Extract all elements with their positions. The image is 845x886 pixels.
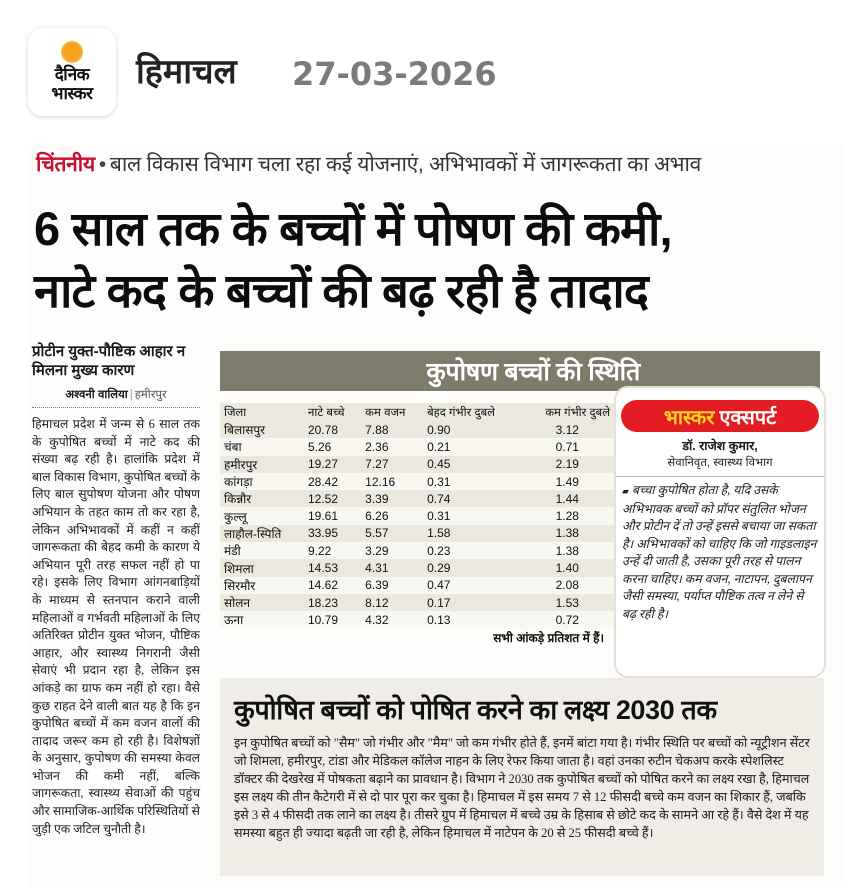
cell-moderate-wasting: 1.53 — [520, 594, 614, 611]
expert-name: डॉ. राजेश कुमार, — [682, 439, 758, 453]
column-header-district: जिला — [220, 403, 304, 421]
cell-underweight: 3.39 — [361, 490, 423, 507]
cell-stunted: 9.22 — [304, 542, 361, 559]
edition-name: हिमाचल — [136, 52, 237, 92]
expert-badge-label: एक्सपर्ट — [719, 406, 777, 429]
cell-district: ऊना — [220, 611, 304, 628]
cell-moderate-wasting: 1.38 — [520, 525, 614, 542]
cell-stunted: 14.62 — [304, 577, 361, 594]
kicker-text: बाल विकास विभाग चला रहा कई योजनाएं, अभिभावकों में जागरूकता का अभाव — [109, 153, 702, 176]
cell-severe-wasting: 0.13 — [423, 611, 520, 628]
logo-line-1: दैनिक — [54, 64, 90, 85]
cell-underweight: 3.29 — [361, 542, 423, 559]
quote-bullet-icon: ▰ — [622, 486, 629, 496]
cell-moderate-wasting: 3.12 — [520, 421, 614, 438]
dotted-divider — [32, 407, 200, 408]
table-row — [220, 456, 614, 473]
cell-district: किन्नौर — [220, 490, 304, 507]
cell-moderate-wasting: 0.71 — [520, 438, 614, 455]
adjacent-column-edge — [838, 342, 845, 882]
table-row — [220, 594, 614, 611]
cell-underweight: 7.27 — [361, 456, 423, 473]
column-header-stunted: नाटे बच्चे — [304, 403, 361, 421]
table-row — [220, 473, 614, 490]
kicker-tag: चिंतनीय — [36, 153, 95, 176]
malnutrition-table — [220, 403, 614, 629]
cell-underweight: 5.57 — [361, 525, 423, 542]
table-row — [220, 559, 614, 576]
table-row — [220, 611, 614, 628]
headline — [34, 198, 834, 322]
cell-stunted: 12.52 — [304, 490, 361, 507]
column-header-underweight: कम वजन — [361, 403, 423, 421]
goal-text: इन कुपोषित बच्चों को "सैम" जो गंभीर और "मैम" जो कम गंभीर होते हैं, इनमें बांटा गया है। गंभीर स्थिति पर बच्चों को न्यूट्रीशन सेंटर जो शिमला, हमीरपुर, टांडा और मेडिकल कॉलेज नाहन के लिए रेफर किया जाता है। वहां उनका रुटीन चेकअप करके स्पेशलिस्ट डॉक्टर की देखरेख में पोषकता बढ़ाने का प्रावधान है। विभाग ने 2030 तक कुपोषित बच्चों को पोषित करने का लक्ष्य रखा है, हिमाचल इस लक्ष्य की तीन कैटेगरी में से दो पार पूरा कर चुका है। हिमाचल में इस समय 7 से 12 फीसदी बच्चे कम वजन का शिकार हैं, जबकि इसे 3 से 4 फीसदी तक लाने का लक्ष्य है। तीसरे ग्रुप में हिमाचल में बच्चे उम्र के हिसाब से छोटे कद के सामने आ रहे हैं। वैसे देश में यह समस्या बहुत ही ज्यादा बढ़ती जा रही है, लेकिन हिमाचल में नाटेपन के 20 से 25 फीसदी बच्चे हैं। — [234, 736, 810, 840]
table-row — [220, 577, 614, 594]
cell-severe-wasting: 0.29 — [423, 559, 520, 576]
cell-severe-wasting: 0.47 — [423, 577, 520, 594]
table-title: कुपोषण बच्चों की स्थिति — [426, 358, 640, 386]
column-header-moderate-wasting: कम गंभीर दुबले — [520, 403, 614, 421]
expert-badge — [621, 400, 819, 432]
expert-divider — [616, 476, 824, 477]
expert-box — [614, 386, 826, 678]
cell-district: सोलन — [220, 594, 304, 611]
goal-box — [220, 678, 824, 876]
author-name: अश्वनी वालिया — [65, 389, 128, 401]
cell-moderate-wasting: 1.28 — [520, 507, 614, 524]
table-row — [220, 507, 614, 524]
cell-underweight: 4.32 — [361, 611, 423, 628]
cell-district: चंबा — [220, 438, 304, 455]
cell-underweight: 8.12 — [361, 594, 423, 611]
cell-severe-wasting: 0.23 — [423, 542, 520, 559]
sun-icon — [61, 41, 83, 63]
newspaper-clipping — [28, 146, 845, 886]
kicker — [36, 150, 836, 180]
cell-severe-wasting: 0.45 — [423, 456, 520, 473]
table-row — [220, 525, 614, 542]
cell-stunted: 20.78 — [304, 421, 361, 438]
cell-district: बिलासपुर — [220, 421, 304, 438]
cell-underweight: 6.39 — [361, 577, 423, 594]
article-body: हिमाचल प्रदेश में जन्म से 6 साल तक के कुपोषित बच्चों में नाटे कद की संख्या बढ़ रही है। हालांकि प्रदेश में बाल विकास विभाग, कुपोषित बच्चों के लिए बाल सुपोषण योजना और पोषण अभियान के तहत काम तो कर रहा है, लेकिन अभिभावकों में कहीं न कहीं जागरूकता की बेहद कमी के कारण ये अभियान पूरी तरह सफल नहीं हो पा रहे। इसके लिए विभाग आंगनबाड़ियों के माध्यम से स्तनपान कराने वाली महिलाओं व गर्भवती महिलाओं के लिए अतिरिक्त प्रोटीन युक्त भोजन, पौष्टिक आहार, और स्वास्थ्य निगरानी जैसी सेवाएं भी प्रदान रहा है, लेकिन इस आंकड़े का ग्राफ कम नहीं हो रहा। वैसे कुछ राहत देने वाली बात यह है कि इन कुपोषित बच्चों में कम वजन वालों की तादाद जरूर कम हो रही है। विशेषज्ञों के अनुसार, कुपोषण की समस्या केवल भोजन की कमी नहीं, बल्कि जागरूकता, स्वास्थ्य सेवाओं की पहुंच और सामाजिक-आर्थिक परिस्थितियों से जुड़ी एक जटिल चुनौती है। — [32, 417, 200, 836]
cell-moderate-wasting: 1.38 — [520, 542, 614, 559]
cell-district: कुल्लू — [220, 507, 304, 524]
column-header-severe-wasting: बेहद गंभीर दुबले — [423, 403, 520, 421]
edition-date: 27-03-2026 — [292, 55, 497, 93]
cell-moderate-wasting: 1.49 — [520, 473, 614, 490]
cell-district: हमीरपुर — [220, 456, 304, 473]
dateline-place: हमीरपुर — [134, 389, 167, 401]
logo-line-2: भास्कर — [51, 83, 93, 104]
cell-stunted: 33.95 — [304, 525, 361, 542]
cell-underweight: 2.36 — [361, 438, 423, 455]
cell-district: कांगड़ा — [220, 473, 304, 490]
headline-line-2: नाटे कद के बच्चों की बढ़ रही है तादाद — [34, 264, 649, 317]
cell-underweight: 7.88 — [361, 421, 423, 438]
cell-district: शिमला — [220, 559, 304, 576]
cell-stunted: 10.79 — [304, 611, 361, 628]
cell-severe-wasting: 0.17 — [423, 594, 520, 611]
logo-text — [52, 66, 93, 104]
expert-role: सेवानिवृत, स्वास्थ्य विभाग — [667, 457, 773, 469]
cell-severe-wasting: 0.31 — [423, 473, 520, 490]
byline — [28, 387, 204, 403]
subheadline: प्रोटीन युक्त-पौष्टिक आहार न मिलना मुख्य कारण — [32, 343, 186, 379]
cell-moderate-wasting: 0.72 — [520, 611, 614, 628]
left-column — [28, 342, 204, 882]
cell-stunted: 5.26 — [304, 438, 361, 455]
cell-underweight: 12.16 — [361, 473, 423, 490]
bullet-dot: • — [98, 153, 106, 176]
headline-line-1: 6 साल तक के बच्चों में पोषण की कमी, — [34, 202, 672, 255]
table-row — [220, 490, 614, 507]
cell-severe-wasting: 0.31 — [423, 507, 520, 524]
table-header-row — [220, 403, 614, 421]
cell-underweight: 4.31 — [361, 559, 423, 576]
app-header — [0, 0, 845, 140]
dainik-bhaskar-logo[interactable] — [28, 28, 116, 116]
table-note: सभी आंकड़े प्रतिशत में हैं। — [493, 630, 604, 645]
table-row — [220, 438, 614, 455]
cell-stunted: 19.27 — [304, 456, 361, 473]
cell-district: सिरमौर — [220, 577, 304, 594]
byline-separator: | — [129, 389, 133, 401]
cell-severe-wasting: 0.74 — [423, 490, 520, 507]
expert-badge-brand: भास्कर — [663, 406, 715, 429]
goal-title: कुपोषित बच्चों को पोषित करने का लक्ष्य 2030 तक — [234, 695, 717, 725]
cell-severe-wasting: 0.21 — [423, 438, 520, 455]
cell-severe-wasting: 0.90 — [423, 421, 520, 438]
cell-severe-wasting: 1.58 — [423, 525, 520, 542]
cell-moderate-wasting: 1.44 — [520, 490, 614, 507]
table-row — [220, 542, 614, 559]
table-row — [220, 421, 614, 438]
cell-stunted: 18.23 — [304, 594, 361, 611]
table-title-bar — [220, 351, 820, 391]
cell-stunted: 14.53 — [304, 559, 361, 576]
cell-moderate-wasting: 2.08 — [520, 577, 614, 594]
cell-district: मंडी — [220, 542, 304, 559]
expert-quote-text: बच्चा कुपोषित होता है, यदि उसके अभिभावक बच्चों को प्रॉपर संतुलित भोजन और प्रोटीन दें तो उन्हें इससे बचाया जा सकता है। अभिभावकों को चाहिए कि जो गाइडलाइन उन्हें दी जाती है, उसका पूरी तरह से पालन करना चाहिए। कम वजन, नाटापन, दुबलापन जैसी समस्या, पर्याप्त पौष्टिक तत्व न लेने से बढ़ रही है। — [622, 483, 817, 621]
cell-stunted: 19.61 — [304, 507, 361, 524]
cell-moderate-wasting: 2.19 — [520, 456, 614, 473]
cell-moderate-wasting: 1.40 — [520, 559, 614, 576]
expert-quote — [622, 482, 818, 623]
cell-underweight: 6.26 — [361, 507, 423, 524]
cell-district: लाहौल-स्पिति — [220, 525, 304, 542]
cell-stunted: 28.42 — [304, 473, 361, 490]
